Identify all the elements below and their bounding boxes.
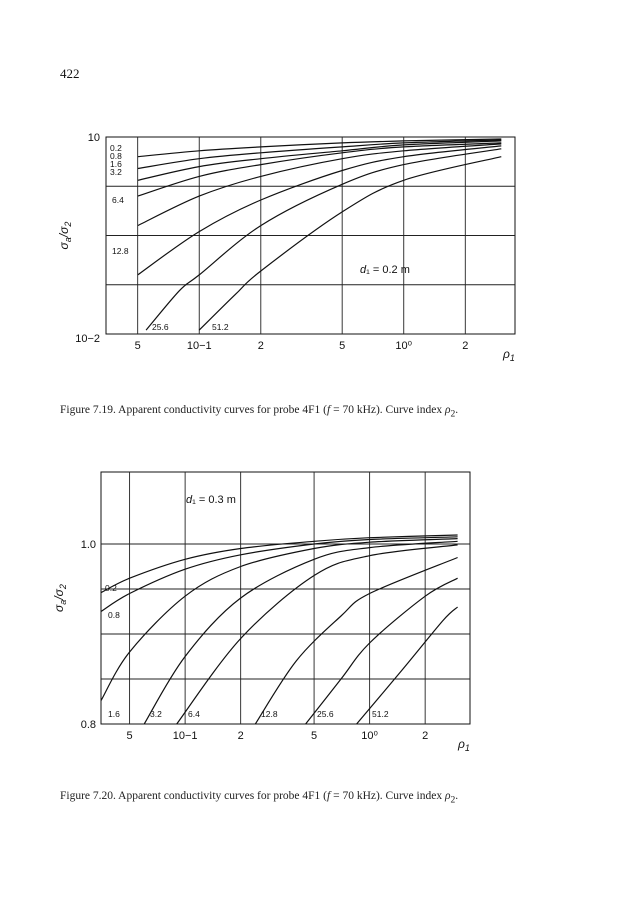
caption-text: = 70 kHz). Curve index <box>330 790 445 802</box>
curve-rho2-1-6 <box>101 539 458 701</box>
y-axis-symbol-part: 2 <box>58 584 68 590</box>
figure-7-20-svg <box>0 462 622 762</box>
curve-rho2-3-2 <box>144 541 457 724</box>
curve-label: 1.6 <box>108 709 120 719</box>
curve-rho2-12-8 <box>255 558 457 725</box>
x-tick-label: 2 <box>237 730 244 742</box>
caption-text: Figure 7.19. Apparent conductivity curves for probe 4F1 ( <box>60 404 327 416</box>
figure-7-20-caption <box>60 790 580 805</box>
figure-7-19-chart <box>0 124 622 374</box>
figure-7-20-chart <box>0 462 622 762</box>
curve-label: 0.8 <box>108 610 120 620</box>
x-tick-label: 5 <box>126 730 133 742</box>
x-axis-symbol-part: 1 <box>509 353 515 363</box>
y-axis-symbol-part: σ <box>52 589 66 597</box>
x-tick-label: 2 <box>257 340 264 352</box>
annotation-d1 <box>360 264 410 276</box>
x-tick-label: 10−1 <box>172 730 198 742</box>
curve-label: 1.6 <box>110 159 122 169</box>
annotation-part: d <box>186 494 193 506</box>
annotation-part: d <box>360 264 367 276</box>
y-axis-symbol-part: σ <box>52 604 66 612</box>
annotation-part: ₁ = 0.3 m <box>192 494 236 506</box>
y-axis-symbol-part: σ <box>57 226 71 234</box>
curve-label: 51.2 <box>212 322 229 332</box>
curve-label: 0.2 <box>105 583 117 593</box>
y-tick-label: 0.8 <box>80 719 96 731</box>
curve-label: 0.2 <box>110 143 122 153</box>
caption-text: = 70 kHz). Curve index <box>330 404 445 416</box>
curve-label: 6.4 <box>188 709 200 719</box>
y-tick-label-bottom: 10−2 <box>75 333 100 345</box>
x-axis-symbol <box>457 737 470 753</box>
y-axis-symbol-part: / <box>52 596 66 600</box>
curve-label: 25.6 <box>317 709 334 719</box>
y-axis-symbol <box>52 584 68 612</box>
curve-label: 12.8 <box>261 709 278 719</box>
y-tick-label: 1.0 <box>80 539 96 551</box>
caption-f: f <box>327 790 331 802</box>
caption-end: . <box>455 790 459 802</box>
y-axis-symbol-part: 2 <box>63 221 73 227</box>
curve-label: 12.8 <box>112 246 129 256</box>
x-tick-label: 10⁰ <box>361 730 378 742</box>
y-axis-symbol <box>57 222 73 250</box>
page-number: 422 <box>60 66 80 81</box>
curve-rho2-25-6 <box>306 578 458 724</box>
x-tick-label: 2 <box>422 730 429 742</box>
y-tick-label-top: 10 <box>87 132 100 144</box>
curve-label: 25.6 <box>152 322 169 332</box>
curve-rho2-51-2 <box>357 607 458 724</box>
y-axis-symbol-part: a <box>63 237 73 243</box>
caption-text: Figure 7.20. Apparent conductivity curves for probe 4F1 ( <box>60 790 327 802</box>
curve-rho2-51-2 <box>199 157 501 330</box>
x-tick-label: 10−1 <box>186 340 212 352</box>
annotation-part: ₁ = 0.2 m <box>366 264 410 276</box>
y-axis-symbol-part: a <box>58 599 68 605</box>
curve-label: 3.2 <box>150 709 162 719</box>
plot-frame <box>101 472 470 724</box>
curve-rho2-12-8 <box>138 146 502 275</box>
figure-7-19-svg <box>0 124 622 374</box>
caption-f: f <box>327 404 331 416</box>
x-tick-label: 5 <box>311 730 318 742</box>
x-axis-symbol-part: ρ <box>503 347 510 361</box>
x-axis-symbol-part: 1 <box>464 743 470 753</box>
caption-sub: 2 <box>450 794 456 806</box>
curve-label: 3.2 <box>110 167 122 177</box>
caption-sub: 2 <box>450 408 456 420</box>
x-tick-label: 10⁰ <box>395 340 413 352</box>
x-axis-symbol <box>502 347 515 363</box>
curve-rho2-1-6 <box>138 141 502 180</box>
x-tick-label: 2 <box>462 340 469 352</box>
annotation-d1 <box>186 494 236 506</box>
curve-rho2-6-4 <box>177 545 458 724</box>
curve-label: 6.4 <box>112 195 124 205</box>
curve-label: 51.2 <box>372 709 389 719</box>
caption-rho: ρ <box>444 404 451 416</box>
x-tick-label: 5 <box>339 340 346 352</box>
caption-rho: ρ <box>444 790 451 802</box>
y-axis-symbol-part: σ <box>57 242 71 250</box>
curve-label: 0.8 <box>110 151 122 161</box>
caption-end: . <box>455 404 459 416</box>
figure-7-19-caption <box>60 404 580 419</box>
y-axis-symbol-part: / <box>57 233 71 238</box>
x-axis-symbol-part: ρ <box>458 737 465 751</box>
x-tick-label: 5 <box>134 340 141 352</box>
